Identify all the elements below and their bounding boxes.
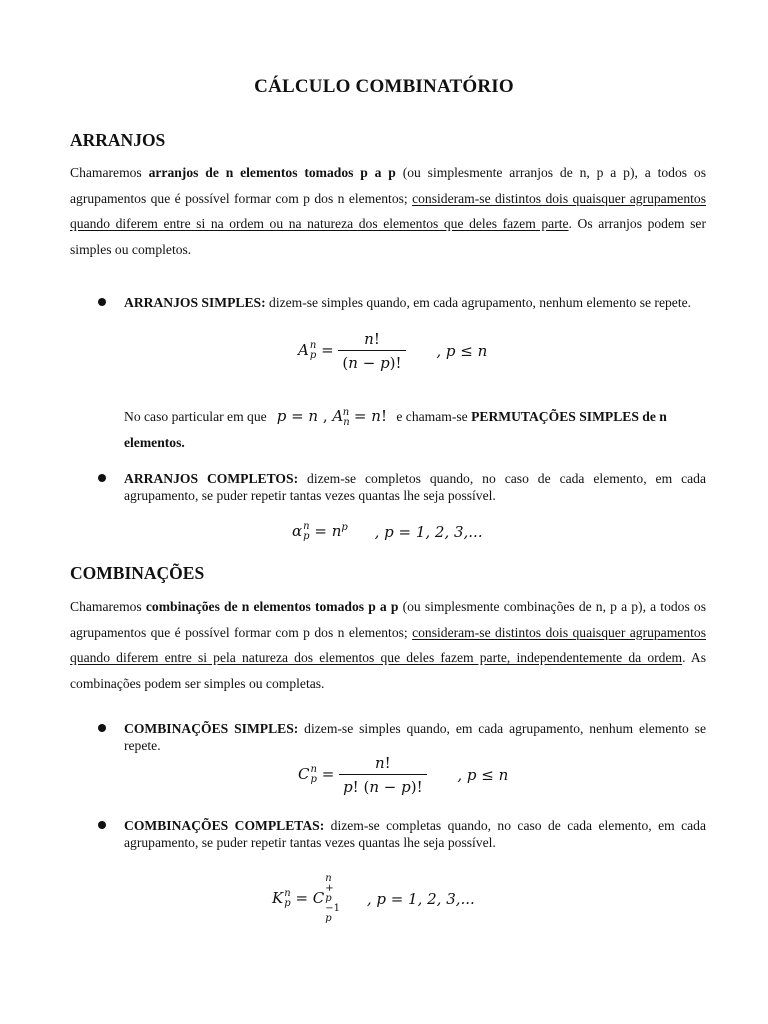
combinacoes-intro-bold: combinações de n elementos tomados p a p <box>145 599 399 614</box>
arranjos-completos-condition: , p = 1, 2, 3,... <box>374 523 483 541</box>
combinacoes-completas-text: dizem-se completas quando, no caso de cada elemento, em cada agrupamento, se puder repetir tantas vezes quantas lhe seja possível. <box>124 818 706 850</box>
arranjos-completos-item <box>124 471 706 504</box>
arranjos-simples-label: ARRANJOS SIMPLES: <box>124 295 266 310</box>
arranjos-completos-label: ARRANJOS COMPLETOS: <box>124 471 299 486</box>
arranjos-intro-underlined: consideram-se distintos dois quaisquer agrupamentos quando diferem entre si na ordem ou na natureza dos elementos que deles fazem parte <box>70 190 706 231</box>
formula-arranjos-simples: A n p = $\frac{n!}{(n - p)!}$ , p ≤ n <box>298 330 488 372</box>
combinacoes-intro-paragraph <box>70 594 706 696</box>
bullet-marker <box>98 474 106 482</box>
arranjos-simples-item <box>124 295 706 312</box>
combinacoes-simples-text: dizem-se simples quando, em cada agrupamento, nenhum elemento se repete. <box>124 721 706 753</box>
note-formula: p = n , $A_n^n = n$! <box>276 407 387 428</box>
combinacoes-intro-pre: Chamaremos <box>70 599 146 614</box>
formula-combinacoes-completas: K n p = C n + p −1 p , p = 1, 2, 3,... <box>272 873 475 924</box>
arranjos-intro-post: . Os arranjos podem ser simples ou completos. <box>70 216 706 257</box>
arranjos-intro-pre: Chamaremos <box>70 165 149 180</box>
arranjos-intro-bold: arranjos de n elementos tomados p a p <box>148 165 396 180</box>
formula-combinacoes-simples: C n p = $\frac{n!}{p! (n - p)!}$ , p ≤ n <box>298 754 509 796</box>
arranjos-intro-paragraph <box>70 160 706 262</box>
arranjos-simples-note <box>124 403 706 453</box>
combinacoes-intro-mid: (ou simplesmente combinações de n, p a p), a todos os agrupamentos que é possível formar com p dos n elementos; <box>70 599 706 640</box>
page-title: CÁLCULO COMBINATÓRIO <box>254 76 514 97</box>
bullet-marker <box>98 724 106 732</box>
combinacoes-completas-item <box>124 818 706 851</box>
note-pre: No caso particular em que <box>124 409 267 424</box>
arranjos-completos-text: dizem-se completos quando, no caso de cada elemento, em cada agrupamento, se puder repetir tantas vezes quantas lhe seja possível. <box>124 471 706 503</box>
formula-arranjos-completos: α n p = $n^p$ , p = 1, 2, 3,... <box>292 521 483 542</box>
section-heading-combinacoes: COMBINAÇÕES <box>70 563 205 583</box>
note-bold: PERMUTAÇÕES SIMPLES de n elementos. <box>124 409 667 450</box>
combinacoes-simples-condition: , p ≤ n <box>457 766 509 784</box>
note-mid: e chamam-se <box>392 409 472 424</box>
combinacoes-intro-post: . As combinações podem ser simples ou completas. <box>70 650 706 691</box>
bullet-marker <box>98 821 106 829</box>
combinacoes-simples-label: COMBINAÇÕES SIMPLES: <box>124 721 299 736</box>
arranjos-intro-mid: (ou simplesmente arranjos de n, p a p), a todos os agrupamentos que é possível formar com p dos n elementos; <box>70 165 706 206</box>
section-heading-arranjos: ARRANJOS <box>70 130 166 150</box>
combinacoes-completas-condition: , p = 1, 2, 3,... <box>366 890 475 908</box>
combinacoes-simples-item <box>124 721 706 754</box>
arranjos-simples-text: dizem-se simples quando, em cada agrupamento, nenhum elemento se repete. <box>265 295 692 310</box>
arranjos-simples-condition: , p ≤ n <box>436 342 488 360</box>
bullet-marker <box>98 298 106 306</box>
combinacoes-intro-underlined: consideram-se distintos dois quaisquer agrupamentos quando diferem entre si pela natureza dos elementos que deles fazem parte, independentemente da ordem <box>70 624 706 665</box>
combinacoes-completas-label: COMBINAÇÕES COMPLETAS: <box>124 818 325 833</box>
